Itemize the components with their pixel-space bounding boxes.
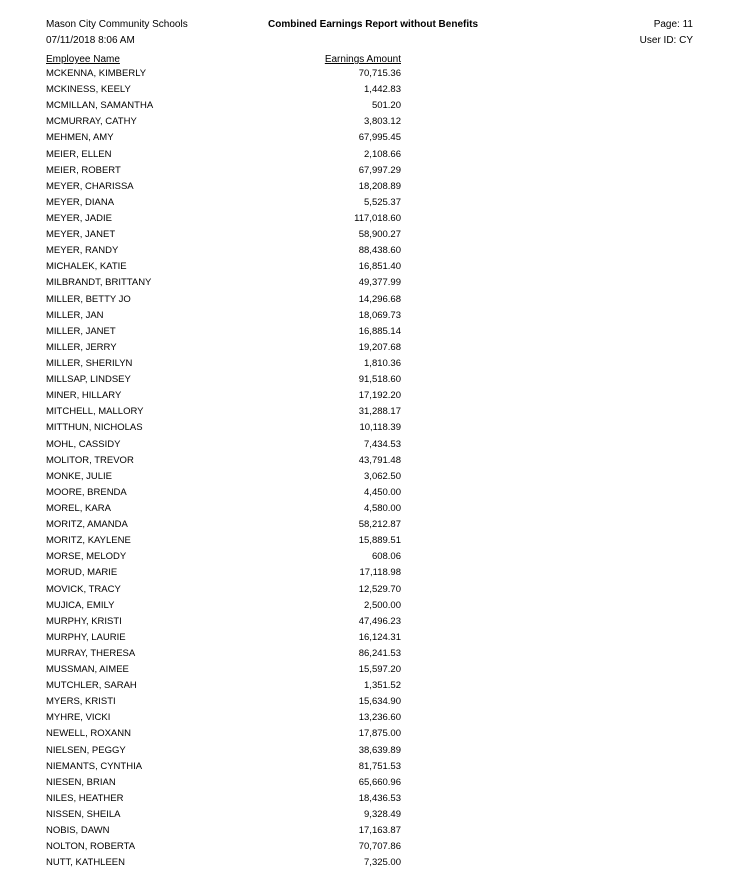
table-row — [0, 438, 739, 454]
table-row — [0, 534, 739, 550]
user-id: User ID: CY — [639, 35, 693, 46]
employee-name: NOLTON, ROBERTA — [46, 841, 136, 853]
employee-name: MEYER, RANDY — [46, 245, 119, 257]
table-row — [0, 454, 739, 470]
employee-name: MCKENNA, KIMBERLY — [46, 68, 147, 79]
earnings-amount: 19,207.68 — [358, 341, 401, 353]
table-row — [0, 244, 739, 260]
employee-name: NOBIS, DAWN — [46, 825, 110, 837]
earnings-amount: 16,885.14 — [358, 325, 401, 337]
earnings-amount: 58,212.87 — [358, 519, 401, 531]
employee-name: MEYER, DIANA — [46, 196, 115, 208]
earnings-amount: 15,634.90 — [358, 696, 401, 708]
employee-name: MEYER, CHARISSA — [46, 180, 134, 192]
report-header-left — [46, 19, 188, 51]
earnings-amount: 10,118.39 — [359, 422, 401, 434]
employee-name: MOREL, KARA — [46, 502, 111, 514]
earnings-amount: 70,707.86 — [358, 841, 401, 853]
earnings-amount: 86,241.53 — [358, 647, 401, 659]
employee-name: MURPHY, KRISTI — [46, 615, 122, 627]
earnings-amount: 3,062.50 — [364, 470, 401, 482]
employee-name: MUSSMAN, AIMEE — [46, 664, 129, 676]
table-row — [0, 341, 739, 357]
employee-name: MYERS, KRISTI — [46, 696, 116, 708]
employee-name: MITTHUN, NICHOLAS — [46, 422, 143, 434]
table-row — [0, 373, 739, 389]
table-row — [0, 792, 739, 808]
employee-name: MYHRE, VICKI — [46, 712, 111, 724]
earnings-amount: 17,163.87 — [358, 825, 401, 837]
table-row — [0, 583, 739, 599]
employee-name: MEYER, JADIE — [46, 212, 112, 224]
employee-name: MOORE, BRENDA — [46, 486, 127, 498]
employee-name: MILBRANDT, BRITTANY — [46, 277, 152, 289]
employee-name: MCKINESS, KEELY — [46, 84, 131, 96]
table-row — [0, 293, 739, 309]
earnings-amount: 4,580.00 — [364, 502, 401, 514]
employee-name: NILES, HEATHER — [46, 792, 124, 804]
employee-name: MORUD, MARIE — [46, 567, 118, 579]
employee-name: MUJICA, EMILY — [46, 599, 115, 611]
report-title-text: Combined Earnings Report without Benefits — [268, 19, 479, 30]
earnings-amount: 15,597.20 — [358, 664, 401, 676]
table-row — [0, 196, 739, 212]
table-row — [0, 276, 739, 292]
table-row — [0, 663, 739, 679]
employee-name: MILLER, SHERILYN — [46, 357, 133, 369]
earnings-amount: 18,069.73 — [358, 309, 401, 321]
earnings-amount: 18,436.53 — [358, 792, 401, 804]
employee-name: MEHMEN, AMY — [46, 132, 114, 144]
table-row — [0, 631, 739, 647]
table-row — [0, 180, 739, 196]
earnings-amount: 65,660.96 — [358, 776, 401, 788]
report-title — [268, 19, 478, 35]
employee-name: NISSEN, SHEILA — [46, 809, 121, 821]
table-row — [0, 824, 739, 840]
column-header-earnings-amount: Earnings Amount — [324, 54, 401, 65]
earnings-amount: 501.20 — [371, 100, 401, 112]
earnings-amount: 117,018.60 — [354, 212, 401, 224]
table-row — [0, 212, 739, 228]
table-row — [0, 164, 739, 180]
employee-name: MICHALEK, KATIE — [46, 261, 127, 273]
earnings-amount: 12,529.70 — [358, 583, 401, 595]
table-row — [0, 357, 739, 373]
table-row — [0, 470, 739, 486]
employee-name: MEIER, ELLEN — [46, 148, 112, 160]
employee-name: MILLER, BETTY JO — [46, 293, 131, 305]
employee-name: MILLER, JANET — [46, 325, 116, 337]
table-row — [0, 486, 739, 502]
employee-name: NIELSEN, PEGGY — [46, 744, 126, 756]
column-header-employee-name: Employee Name — [46, 54, 120, 65]
table-row — [0, 83, 739, 99]
table-row — [0, 260, 739, 276]
employee-name: MURPHY, LAURIE — [46, 631, 126, 643]
earnings-amount: 1,351.52 — [364, 680, 401, 692]
table-row — [0, 856, 739, 872]
employee-name: MORSE, MELODY — [46, 551, 127, 563]
table-row — [0, 389, 739, 405]
table-row — [0, 776, 739, 792]
earnings-amount: 16,851.40 — [358, 261, 401, 273]
employee-name: MILLSAP, LINDSEY — [46, 374, 131, 386]
employee-name: MORITZ, AMANDA — [46, 519, 128, 531]
earnings-amount: 58,900.27 — [358, 229, 401, 241]
table-row — [0, 760, 739, 776]
earnings-amount: 88,438.60 — [358, 245, 401, 257]
table-row — [0, 99, 739, 115]
earnings-amount: 38,639.89 — [358, 744, 401, 756]
earnings-amount: 14,296.68 — [358, 293, 401, 305]
earnings-amount: 4,450.00 — [364, 486, 401, 498]
employee-name: MURRAY, THERESA — [46, 647, 136, 659]
earnings-amount: 17,118.98 — [359, 567, 401, 579]
employee-name: MINER, HILLARY — [46, 390, 122, 402]
earnings-amount: 1,810.36 — [364, 357, 401, 369]
table-row — [0, 309, 739, 325]
earnings-amount: 43,791.48 — [358, 454, 401, 466]
employee-name: MONKE, JULIE — [46, 470, 112, 482]
table-row — [0, 808, 739, 824]
employee-name: MCMILLAN, SAMANTHA — [46, 100, 154, 112]
report-header-right — [640, 19, 693, 51]
earnings-amount: 49,377.99 — [358, 277, 401, 289]
table-row — [0, 550, 739, 566]
table-row — [0, 566, 739, 582]
earnings-amount: 17,192.20 — [358, 390, 401, 402]
earnings-table — [0, 67, 739, 872]
employee-name: MUTCHLER, SARAH — [46, 680, 137, 692]
earnings-amount: 3,803.12 — [364, 116, 401, 128]
table-row — [0, 744, 739, 760]
earnings-amount: 91,518.60 — [358, 374, 401, 386]
earnings-amount: 9,328.49 — [364, 809, 401, 821]
table-row — [0, 421, 739, 437]
table-row — [0, 647, 739, 663]
earnings-amount: 5,525.37 — [364, 196, 401, 208]
employee-name: MCMURRAY, CATHY — [46, 116, 137, 128]
earnings-amount: 15,889.51 — [358, 535, 401, 547]
earnings-amount: 67,997.29 — [358, 164, 401, 176]
employee-name: MOHL, CASSIDY — [46, 438, 121, 450]
employee-name: MEYER, JANET — [46, 229, 116, 241]
organization-name: Mason City Community Schools — [46, 19, 188, 30]
employee-name: MEIER, ROBERT — [46, 164, 121, 176]
table-row — [0, 679, 739, 695]
table-row — [0, 840, 739, 856]
earnings-amount: 2,500.00 — [364, 599, 401, 611]
earnings-amount: 70,715.36 — [358, 68, 401, 79]
earnings-amount: 81,751.53 — [358, 760, 401, 772]
earnings-amount: 13,236.60 — [358, 712, 401, 724]
earnings-amount: 31,288.17 — [358, 406, 401, 418]
report-timestamp: 07/11/2018 8:06 AM — [46, 35, 135, 46]
employee-name: MOLITOR, TREVOR — [46, 454, 134, 466]
table-row — [0, 115, 739, 131]
employee-name: NUTT, KATHLEEN — [46, 857, 126, 869]
earnings-amount: 67,995.45 — [358, 132, 401, 144]
earnings-amount: 1,442.83 — [364, 84, 401, 96]
table-row — [0, 131, 739, 147]
table-row — [0, 228, 739, 244]
table-row — [0, 727, 739, 743]
employee-name: NIEMANTS, CYNTHIA — [46, 760, 143, 772]
earnings-amount: 18,208.89 — [358, 180, 401, 192]
employee-name: NEWELL, ROXANN — [46, 728, 131, 740]
earnings-amount: 17,875.00 — [358, 728, 401, 740]
employee-name: MITCHELL, MALLORY — [46, 406, 144, 418]
employee-name: NIESEN, BRIAN — [46, 776, 116, 788]
earnings-amount: 47,496.23 — [358, 615, 401, 627]
earnings-amount: 16,124.31 — [358, 631, 401, 643]
employee-name: MILLER, JERRY — [46, 341, 117, 353]
table-row — [0, 615, 739, 631]
table-row — [0, 695, 739, 711]
table-row — [0, 405, 739, 421]
earnings-amount: 7,434.53 — [364, 438, 401, 450]
earnings-amount: 7,325.00 — [364, 857, 401, 869]
earnings-amount: 608.06 — [371, 551, 401, 563]
table-row — [0, 148, 739, 164]
table-row — [0, 67, 739, 83]
employee-name: MILLER, JAN — [46, 309, 104, 321]
employee-name: MORITZ, KAYLENE — [46, 535, 131, 547]
table-row — [0, 711, 739, 727]
table-row — [0, 502, 739, 518]
table-row — [0, 325, 739, 341]
earnings-amount: 2,108.66 — [364, 148, 401, 160]
table-row — [0, 518, 739, 534]
table-row — [0, 599, 739, 615]
page-number: Page: 11 — [653, 19, 693, 30]
employee-name: MOVICK, TRACY — [46, 583, 121, 595]
